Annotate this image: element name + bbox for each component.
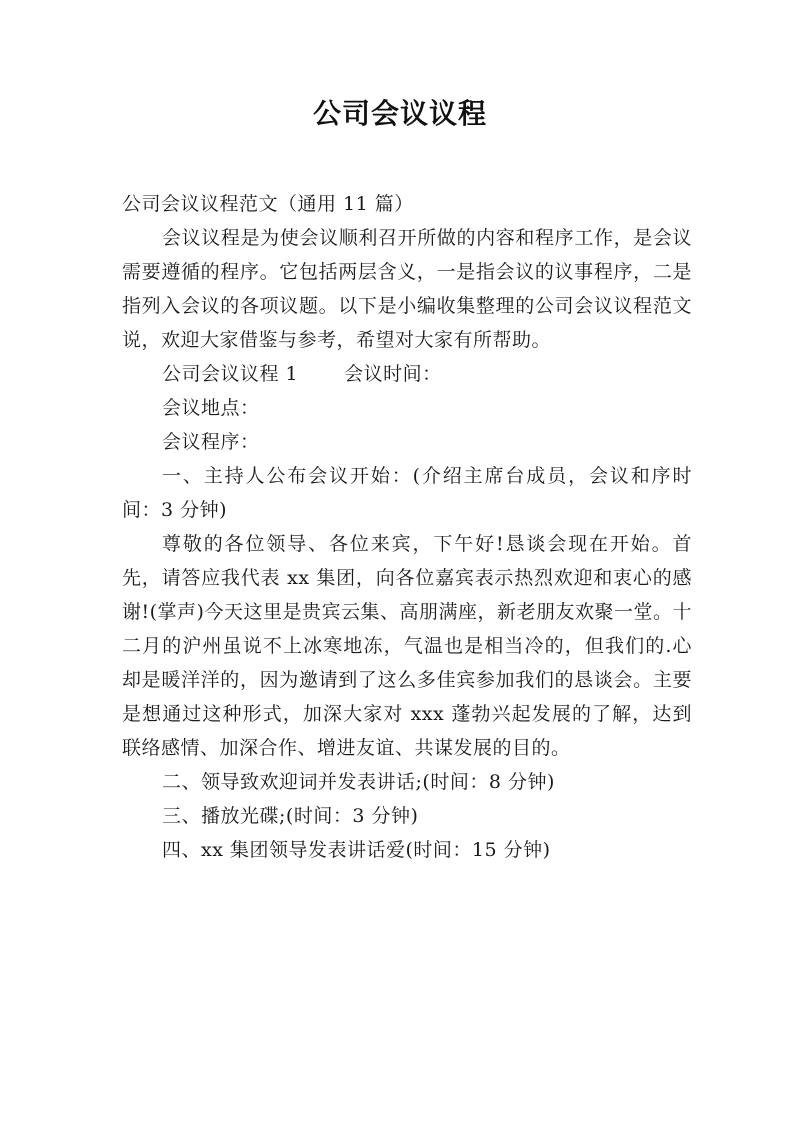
speech-paragraph: 尊敬的各位领导、各位来宾，下午好!恳谈会现在开始。首先，请答应我代表 xx 集团，向各位嘉宾表示热烈欢迎和衷心的感谢!(掌声)今天这里是贵宾云集、高朋满座，新老朋友欢聚一堂。十二月的沪州虽说不上冰寒地冻，气温也是相当冷的，但我们的.心却是暖洋洋的，因为邀请到了这么多佳宾参加我们的恳谈会。主要是想通过这种形式，加深大家对 xxx 蓬勃兴起发展的了解，达到联络感情、加深合作、增进友谊、共谋发展的目的。 [122, 533, 692, 759]
agenda-item-3: 三、播放光碟;(时间：3 分钟) [162, 805, 419, 827]
intro-paragraph: 会议议程是为使会议顺利召开所做的内容和程序工作，是会议需要遵循的程序。它包括两层含义，一是指会议的议事程序，二是指列入会议的各项议题。以下是小编收集整理的公司会议议程范文说，欢迎大家借鉴与参考，希望对大家有所帮助。 [122, 227, 692, 351]
meeting-procedure-label: 会议程序： [162, 431, 260, 453]
meeting-place-label: 会议地点： [162, 397, 260, 419]
document-body [122, 187, 692, 867]
agenda-item-2: 二、领导致欢迎词并发表讲话;(时间：8 分钟) [162, 771, 555, 793]
document-subtitle: 公司会议议程范文（通用 11 篇） [122, 193, 414, 215]
agenda-item-4: 四、xx 集团领导发表讲话爱(时间：15 分钟) [162, 839, 551, 861]
meeting-time-label: 会议时间： [344, 363, 442, 385]
agenda-heading: 公司会议议程 1 [162, 363, 299, 385]
agenda-heading-line [122, 357, 692, 391]
agenda-item-1: 一、主持人公布会议开始：(介绍主席台成员，会议和序时间：3 分钟) [122, 465, 692, 521]
document-title: 公司会议议程 [312, 97, 487, 130]
